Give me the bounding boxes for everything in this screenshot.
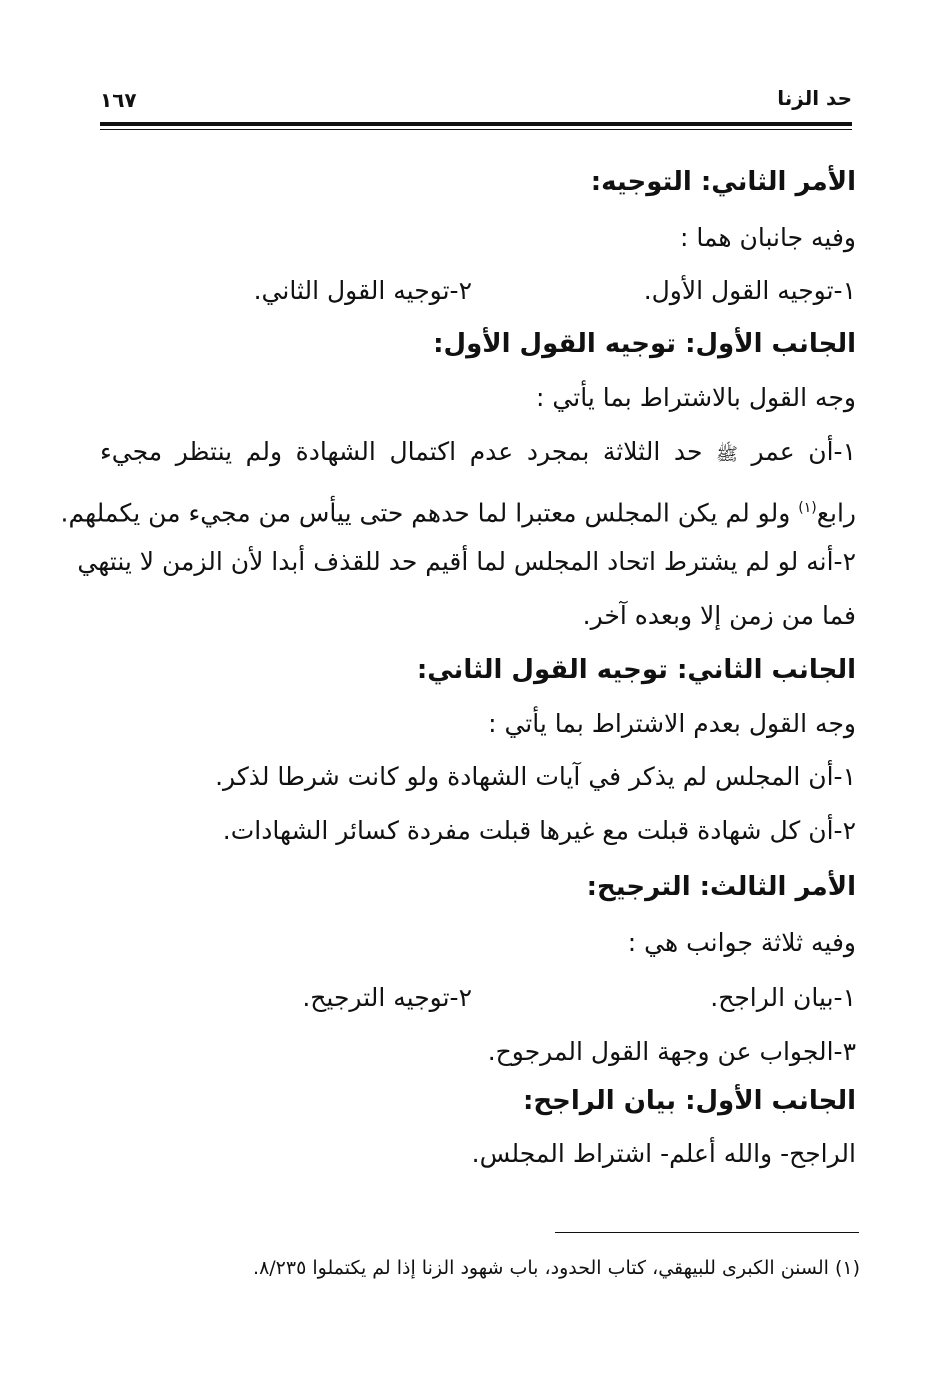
page-number: ١٦٧ xyxy=(100,88,137,112)
list-a-item-1: ١-توجيه القول الأول. xyxy=(643,276,856,305)
heading-side-one-b: الجانب الأول: بيان الراجح: xyxy=(523,1086,856,1116)
heading-side-two: الجانب الثاني: توجيه القول الثاني: xyxy=(416,655,856,685)
list-c-item-2: ٢-توجيه الترجيح. xyxy=(302,983,472,1012)
header-rule-thick xyxy=(100,122,852,126)
conclusion-text: الراجح- والله أعلم- اشتراط المجلس. xyxy=(471,1139,856,1168)
honorific-glyph: ﷺ xyxy=(716,444,738,465)
footnote-ref: (١) xyxy=(798,500,817,516)
point-1-line-1-end: حد الثلاثة بمجرد عدم اكتمال الشهادة ولم ينتظر مجيء xyxy=(100,437,703,466)
point-2-line-2: فما من زمن إلا وبعده آخر. xyxy=(582,601,856,630)
point-2-line-1: ٢-أنه لو لم يشترط اتحاد المجلس لما أقيم حد للقذف أبدا لأن الزمن لا ينتهي xyxy=(77,547,856,576)
footnote-text: (١) السنن الكبرى للبيهقي، كتاب الحدود، باب شهود الزنا إذا لم يكتملوا ٨/٢٣٥. xyxy=(253,1257,860,1279)
point-1-line-1 xyxy=(100,435,856,472)
heading-second-matter: الأمر الثاني: التوجيه: xyxy=(590,167,856,197)
heading-side-one: الجانب الأول: توجيه القول الأول: xyxy=(433,329,856,359)
reason-second-intro: وجه القول بعدم الاشتراط بما يأتي : xyxy=(488,709,856,738)
intro-two-sides: وفيه جانبان هما : xyxy=(679,223,856,252)
reason-first-intro: وجه القول بالاشتراط بما يأتي : xyxy=(536,383,856,412)
point-1-line-2-start: رابع xyxy=(816,498,856,528)
running-header xyxy=(100,86,852,120)
chapter-title: حد الزنا xyxy=(777,86,852,110)
heading-third-matter: الأمر الثالث: الترجيح: xyxy=(586,872,856,902)
point-b-2: ٢-أن كل شهادة قبلت مع غيرها قبلت مفردة كسائر الشهادات. xyxy=(222,816,856,845)
point-1-line-2 xyxy=(60,491,856,530)
list-a-item-2: ٢-توجيه القول الثاني. xyxy=(253,276,472,305)
header-rule-thin xyxy=(100,129,852,130)
footnote-separator xyxy=(555,1232,859,1233)
intro-three-sides: وفيه ثلاثة جوانب هي : xyxy=(627,928,856,957)
point-b-1: ١-أن المجلس لم يذكر في آيات الشهادة ولو كانت شرطا لذكر. xyxy=(215,762,856,791)
list-c-item-1: ١-بيان الراجح. xyxy=(710,983,856,1012)
point-1-line-1-start: ١-أن عمر xyxy=(751,437,856,466)
point-1-line-2-end: ولو لم يكن المجلس معتبرا لما حدهم حتى ييأس من مجيء من يكملهم. xyxy=(60,498,791,528)
list-c-item-3: ٣-الجواب عن وجهة القول المرجوح. xyxy=(487,1037,856,1066)
